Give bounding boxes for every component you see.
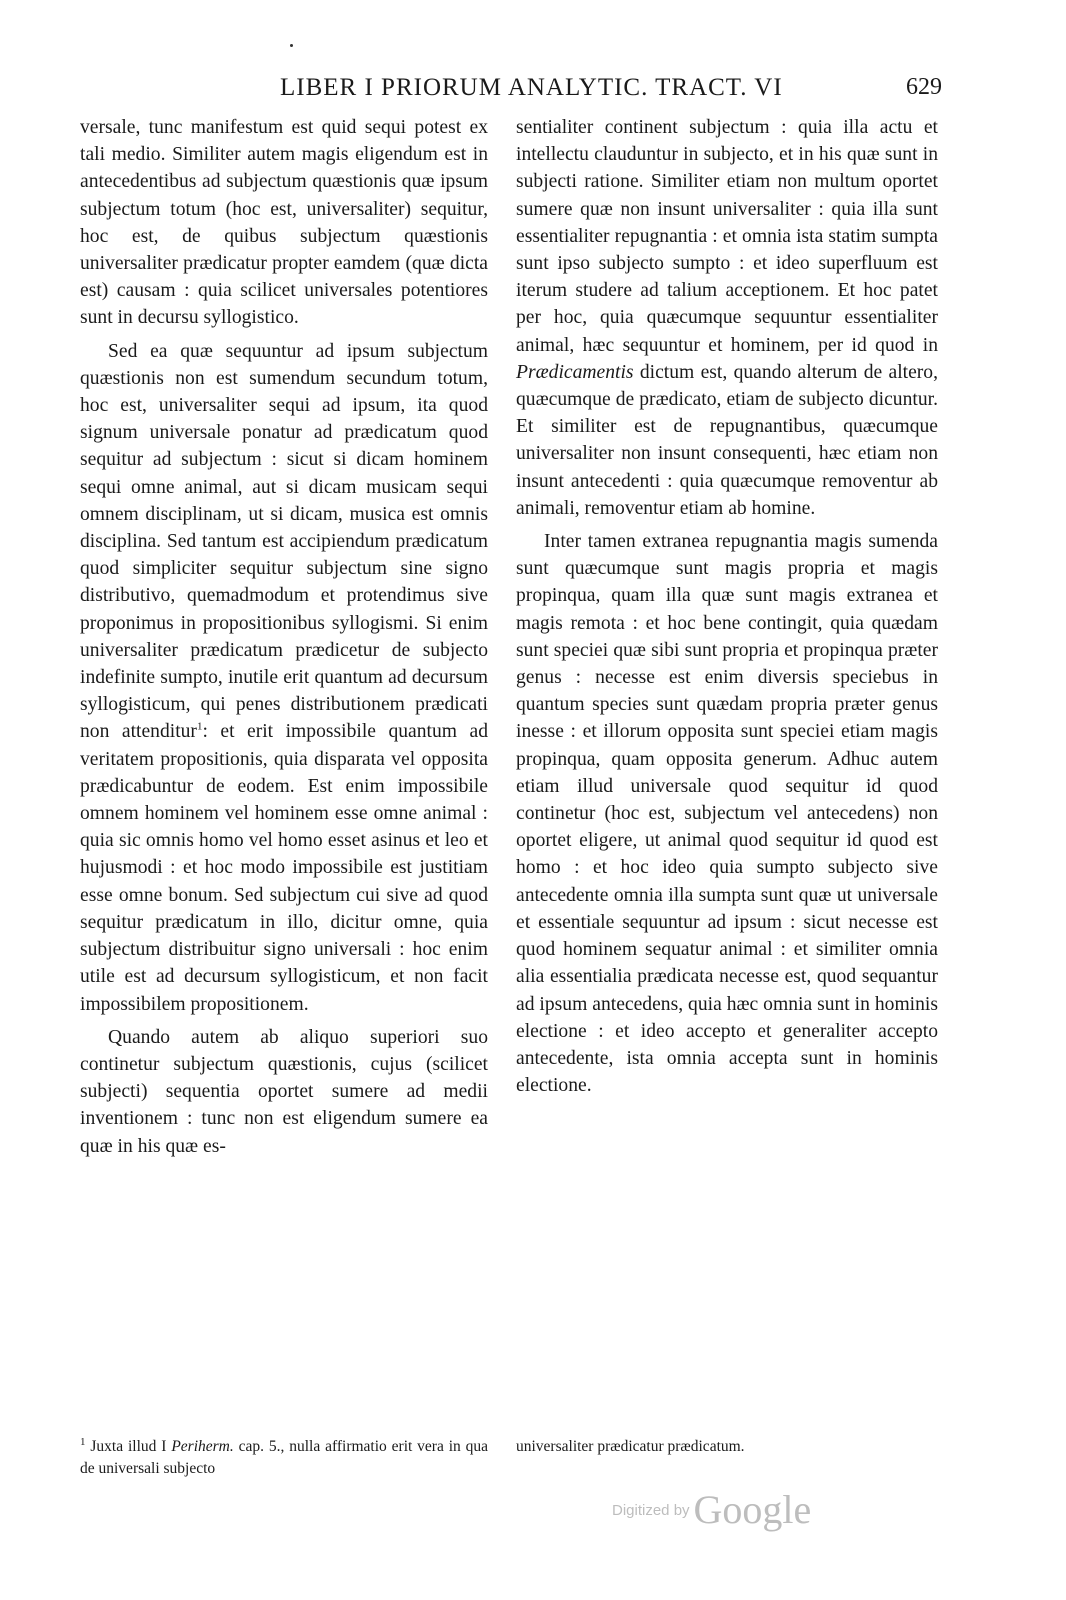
page-number: 629 bbox=[906, 74, 942, 100]
running-title: LIBER I PRIORUM ANALYTIC. TRACT. VI bbox=[280, 74, 783, 101]
paragraph-text: sentialiter continent subjectum : quia illa actu et intellectu clauduntur in subjecto, et in his quæ sunt in subjecti ratione. Similiter etiam non multum oportet sumere quæ non insunt universaliter : quia illa sunt essentialiter repugnantia : et omnia ista statim sumpta sunt ipso subjecto sumpto : et ideo superfluum est iterum studere ad talium acceptionem. Et hoc patet per hoc, quia quæcumque sequuntur essentialiter animal, hæc sequuntur et hominem, per id quod in bbox=[516, 117, 938, 356]
paragraph: versale, tunc manifestum est quid sequi potest ex tali medio. Similiter autem magis eligendum est in antecedentibus ad subjectum quæstionis quæ ipsum subjectum totum (hoc est, universaliter) sequitur, hoc est, de quibus subjectum quæstionis universaliter prædicatur propter eamdem (quæ dicta est) causam : quia scilicet universales potentiores sunt in decursu syllogistico. bbox=[80, 117, 488, 329]
footnote-text: cap. 5., nulla affirmatio erit vera in qua de universali subjecto bbox=[80, 1438, 489, 1477]
google-logo: Google bbox=[693, 1487, 812, 1532]
footnote-number: 1 bbox=[80, 1435, 86, 1448]
paragraph bbox=[516, 114, 938, 522]
footnote-text: Juxta illud bbox=[90, 1438, 157, 1455]
footnote-marker: 1 bbox=[196, 720, 203, 733]
digitized-by-text: Digitized by bbox=[612, 1502, 690, 1519]
footnote-ref: I bbox=[161, 1438, 167, 1455]
left-column bbox=[80, 114, 488, 1160]
footnote-continuation: universaliter prædicatur prædicatum. bbox=[516, 1438, 745, 1455]
footnote bbox=[80, 1436, 488, 1480]
italic-title: Prædicamentis bbox=[516, 361, 634, 383]
paragraph: Inter tamen extranea repugnantia magis sumenda sunt quæcumque sunt magis propria et magis propinqua, quam illa quæ sunt magis extranea et magis remota : et hoc bene contingit, quia quædam sunt speciei quæ sibi sunt propria et propinqua præter genus : necesse est enim diversis speciebus in quantum species sunt quædam propria præter genus inesse : et illorum opposita sunt speciei etiam magis propinqua, quam opposita generum. Adhuc autem etiam illud universale quod sequitur id quod continetur (hoc est, subjectum vel antecedens) non oportet eligere, ut animal quod sequitur id quod est homo : et hoc ideo quia sumpto subjecto sive antecedente omnia illa sumpta sunt quæ ut universale et essentiale sequuntur ad ipsum : sicut necesse est quod hominem sequatur animal : et similiter omnia alia essentialia prædicata necesse est, quod sequantur ad ipsum antecedens, quia hæc omnia sunt in hominis electione : et ideo accepto et generaliter accepto antecedente, ista omnia accepta sunt in hominis electione. bbox=[516, 531, 938, 1097]
page-header bbox=[80, 74, 942, 104]
paragraph-text: : et erit impossibile quantum ad veritatem propositionis, quia disparata vel opposita prædicabuntur de eodem. Est enim impossibile omnem hominem vel hominem esse omne animal : quia sic omnis homo vel homo esset asinus et leo et hujusmodi : et hoc modo impossibile est justitiam esse omne bonum. Sed subjectum cui sive ad quod sequitur prædicatum in illo, dicitur omne, quia subjectum distribuitur signo universali : hoc enim utile est ad decursum syllogisticum, et non facit impossibilem propositionem. bbox=[80, 721, 488, 1015]
paragraph-text: Sed ea quæ sequuntur ad ipsum subjectum quæstionis non est sumendum secundum totum, hoc est, universaliter sequi ad ipsum, ita quod signum universale ponatur ad prædicatum quod sequitur ad subjectum : sicut si dicam hominem sequi omne animal, aut si dicam musicam sequi omnem disciplinam, ut si dicam, musica est omnis disciplina. Sed tantum est accipiendum prædicatum quod simpliciter sequitur subjectum sine signo distributivo, quemadmodum et protendimus sive proponimus in propositionibus syllogismi. Si enim universaliter prædicatum prædicetur de subjecto indefinite sumpto, inutile erit quantum ad decursum syllogisticum, qui penes distributionem prædicati non attenditur bbox=[80, 340, 488, 743]
digitized-watermark bbox=[612, 1486, 811, 1546]
paragraph bbox=[80, 338, 488, 1018]
right-column bbox=[516, 114, 938, 1099]
paragraph: Quando autem ab aliquo superiori suo continetur subjectum quæstionis, cujus (scilicet subjecti) sequentia oportet sumere ad medii inventionem : tunc non est eligendum sumere ea quæ in his quæ es- bbox=[80, 1026, 488, 1157]
paragraph-text: dictum est, quando alterum de altero, quæcumque de prædicato, etiam de subjecto dicuntur. Et similiter est de repugnantibus, quæcumque universaliter non insunt consequenti, hæc etiam non insunt antecedenti : quia quæcumque removentur ab animali, removentur etiam ab homine. bbox=[516, 361, 938, 519]
print-speck bbox=[290, 44, 293, 47]
footnote-italic: Periherm. bbox=[171, 1438, 234, 1455]
